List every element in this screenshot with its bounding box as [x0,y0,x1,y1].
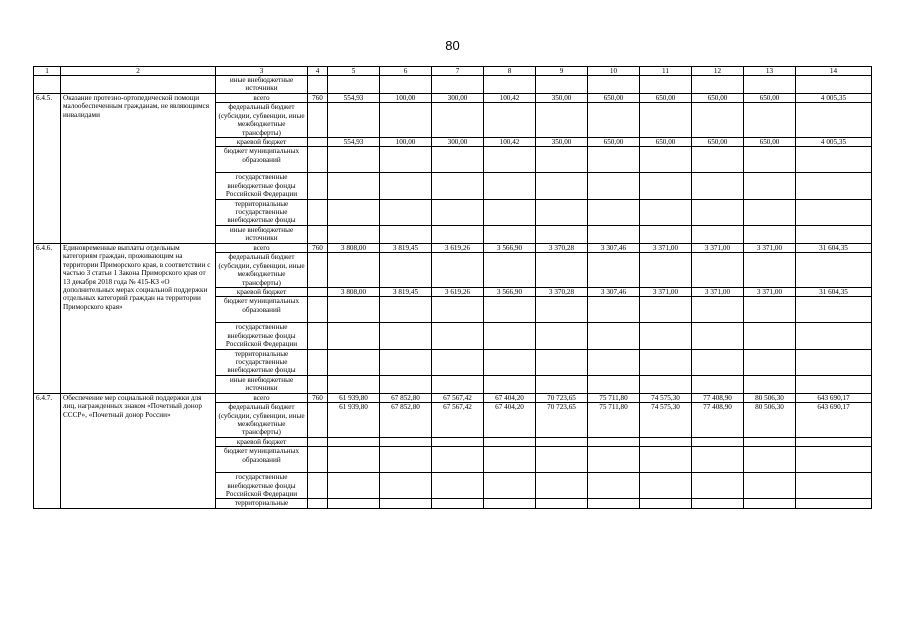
empty-cell [380,499,432,508]
value-cell: 4 005,35 [796,94,872,103]
source-cell: всего [216,393,308,402]
empty-cell [692,375,744,393]
empty-cell [796,225,872,243]
empty-cell [640,76,692,94]
empty-cell [692,297,744,323]
empty-cell [328,199,380,225]
header-row [34,67,872,76]
empty-cell [796,375,872,393]
empty-cell [34,76,61,94]
value-cell: 67 404,20 [484,393,536,402]
empty-cell [796,447,872,473]
empty-cell [640,225,692,243]
value-cell [744,103,796,138]
empty-cell [588,499,640,508]
empty-cell [432,297,484,323]
value-cell [692,103,744,138]
value-cell: 350,00 [536,94,588,103]
empty-cell [328,147,380,173]
empty-cell [380,199,432,225]
value-cell [380,437,432,446]
value-cell: 3 619,26 [432,243,484,252]
empty-cell [692,199,744,225]
empty-cell [744,349,796,375]
source-cell: государственные внебюджетные фонды Российской Федерации [216,473,308,499]
source-cell: федеральный бюджет (субсидии, субвенции, иные межбюджетные трансферты) [216,403,308,438]
empty-cell [308,76,328,94]
empty-cell [484,199,536,225]
empty-cell [744,147,796,173]
value-cell: 300,00 [432,138,484,147]
empty-cell [432,499,484,508]
empty-cell [380,323,432,349]
empty-cell [328,76,380,94]
empty-cell [640,499,692,508]
item-col4: 760 [308,243,328,252]
carry-over-row [34,76,872,94]
source-cell: государственные внебюджетные фонды Российской Федерации [216,173,308,199]
column-header: 5 [328,67,380,76]
value-cell: 650,00 [692,138,744,147]
empty-cell [536,375,588,393]
empty-cell [796,173,872,199]
value-cell: 100,00 [380,138,432,147]
empty-cell [484,499,536,508]
empty-cell [308,253,328,288]
value-cell: 650,00 [692,94,744,103]
empty-cell [536,349,588,375]
empty-cell [536,173,588,199]
source-cell: иные внебюджетные источники [216,76,308,94]
empty-cell [588,447,640,473]
value-cell: 3 307,46 [588,243,640,252]
value-cell [744,437,796,446]
source-cell: федеральный бюджет (субсидии, субвенции, иные межбюджетные трансферты) [216,103,308,138]
empty-cell [796,76,872,94]
empty-cell [744,375,796,393]
empty-cell [744,297,796,323]
empty-cell [640,349,692,375]
value-cell: 67 567,42 [432,393,484,402]
empty-cell [484,473,536,499]
value-cell: 643 690,17 [796,403,872,438]
value-cell: 80 506,30 [744,403,796,438]
empty-cell [588,225,640,243]
empty-cell [328,375,380,393]
column-header: 10 [588,67,640,76]
empty-cell [308,403,328,438]
value-cell: 650,00 [744,94,796,103]
value-cell [380,253,432,288]
empty-cell [536,147,588,173]
empty-cell [432,199,484,225]
empty-cell [588,76,640,94]
column-header: 11 [640,67,692,76]
value-cell [328,437,380,446]
empty-cell [796,199,872,225]
empty-cell [796,147,872,173]
empty-cell [308,147,328,173]
source-cell: краевой бюджет [216,437,308,446]
column-header: 12 [692,67,744,76]
value-cell [796,253,872,288]
empty-cell [380,297,432,323]
value-cell: 67 404,20 [484,403,536,438]
source-cell: государственные внебюджетные фонды Российской Федерации [216,323,308,349]
item-code: 6.4.7. [34,393,61,508]
value-cell [796,437,872,446]
empty-cell [588,173,640,199]
empty-cell [380,349,432,375]
empty-cell [640,173,692,199]
value-cell [484,253,536,288]
empty-cell [692,147,744,173]
value-cell [328,253,380,288]
empty-cell [744,499,796,508]
value-cell: 3 370,28 [536,287,588,296]
empty-cell [308,375,328,393]
empty-cell [308,199,328,225]
empty-cell [328,499,380,508]
value-cell: 31 604,35 [796,243,872,252]
empty-cell [328,225,380,243]
empty-cell [536,323,588,349]
item-col4: 760 [308,393,328,402]
value-cell: 650,00 [640,94,692,103]
empty-cell [308,173,328,199]
column-header: 13 [744,67,796,76]
source-cell: бюджет муниципальных образований [216,447,308,473]
empty-cell [536,225,588,243]
table-row [34,243,872,252]
empty-cell [328,173,380,199]
value-cell: 3 371,00 [692,243,744,252]
value-cell: 3 808,00 [328,243,380,252]
table-row [34,94,872,103]
empty-cell [432,147,484,173]
value-cell: 3 371,00 [692,287,744,296]
value-cell [432,103,484,138]
empty-cell [308,473,328,499]
budget-table [33,66,872,509]
empty-cell [484,173,536,199]
item-code: 6.4.6. [34,243,61,393]
value-cell: 3 371,00 [640,287,692,296]
empty-cell [380,76,432,94]
empty-cell [432,473,484,499]
empty-cell [744,447,796,473]
empty-cell [692,76,744,94]
value-cell: 3 819,45 [380,287,432,296]
value-cell: 74 575,30 [640,403,692,438]
empty-cell [796,297,872,323]
table-row [34,393,872,402]
value-cell: 70 723,65 [536,403,588,438]
source-cell: всего [216,94,308,103]
empty-cell [744,473,796,499]
column-header: 4 [308,67,328,76]
empty-cell [328,473,380,499]
value-cell: 650,00 [640,138,692,147]
empty-cell [61,76,216,94]
empty-cell [380,375,432,393]
empty-cell [640,297,692,323]
empty-cell [484,375,536,393]
empty-cell [308,138,328,147]
empty-cell [308,349,328,375]
value-cell [640,253,692,288]
value-cell [536,437,588,446]
empty-cell [380,447,432,473]
empty-cell [380,173,432,199]
page-number: 80 [445,38,460,53]
value-cell: 100,42 [484,94,536,103]
empty-cell [484,349,536,375]
value-cell: 3 370,28 [536,243,588,252]
empty-cell [484,147,536,173]
column-header: 7 [432,67,484,76]
empty-cell [484,225,536,243]
source-cell: территориальные [216,499,308,508]
empty-cell [432,225,484,243]
empty-cell [744,323,796,349]
column-header: 2 [61,67,216,76]
empty-cell [640,323,692,349]
value-cell: 67 852,80 [380,403,432,438]
value-cell: 74 575,30 [640,393,692,402]
value-cell [484,437,536,446]
value-cell: 650,00 [588,94,640,103]
empty-cell [432,375,484,393]
empty-cell [432,173,484,199]
empty-cell [640,199,692,225]
value-cell: 554,93 [328,138,380,147]
empty-cell [796,473,872,499]
empty-cell [536,447,588,473]
empty-cell [796,349,872,375]
empty-cell [328,323,380,349]
empty-cell [796,499,872,508]
empty-cell [308,287,328,296]
source-cell: территориальные государственные внебюджетные фонды [216,199,308,225]
empty-cell [484,76,536,94]
value-cell: 3 371,00 [744,287,796,296]
value-cell [536,253,588,288]
value-cell: 3 619,26 [432,287,484,296]
value-cell: 67 852,80 [380,393,432,402]
value-cell [588,103,640,138]
value-cell [380,103,432,138]
value-cell: 75 711,80 [588,393,640,402]
empty-cell [744,199,796,225]
empty-cell [640,147,692,173]
empty-cell [692,349,744,375]
empty-cell [744,76,796,94]
empty-cell [380,473,432,499]
empty-cell [328,349,380,375]
empty-cell [796,323,872,349]
value-cell [588,437,640,446]
value-cell: 554,93 [328,94,380,103]
empty-cell [692,447,744,473]
column-header: 1 [34,67,61,76]
empty-cell [308,499,328,508]
value-cell: 3 808,00 [328,287,380,296]
empty-cell [588,297,640,323]
empty-cell [640,375,692,393]
item-name: Единовременные выплаты отдельным категориям граждан, проживающим на территории Приморского края, в соответствии с частью 3 статьи 1 Закона Приморского края от 13 декабря 2018 года № 415-КЗ «О дополнительных мерах социальной поддержки отдельных категорий граждан на территории Приморского края» [61,243,216,393]
empty-cell [536,297,588,323]
column-header: 6 [380,67,432,76]
value-cell: 61 939,80 [328,393,380,402]
column-header: 3 [216,67,308,76]
value-cell: 75 711,80 [588,403,640,438]
value-cell: 100,00 [380,94,432,103]
value-cell: 61 939,80 [328,403,380,438]
value-cell [588,253,640,288]
empty-cell [588,323,640,349]
source-cell: территориальные государственные внебюджетные фонды [216,349,308,375]
value-cell: 77 408,90 [692,393,744,402]
column-header: 14 [796,67,872,76]
value-cell [432,437,484,446]
item-code: 6.4.5. [34,94,61,244]
value-cell: 300,00 [432,94,484,103]
value-cell: 3 371,00 [744,243,796,252]
column-header: 9 [536,67,588,76]
value-cell: 643 690,17 [796,393,872,402]
value-cell: 3 819,45 [380,243,432,252]
empty-cell [692,323,744,349]
empty-cell [308,447,328,473]
source-cell: иные внебюджетные источники [216,225,308,243]
source-cell: федеральный бюджет (субсидии, субвенции, иные межбюджетные трансферты) [216,253,308,288]
source-cell: бюджет муниципальных образований [216,297,308,323]
value-cell: 77 408,90 [692,403,744,438]
value-cell: 3 566,90 [484,243,536,252]
item-col4: 760 [308,94,328,103]
value-cell: 31 604,35 [796,287,872,296]
empty-cell [432,447,484,473]
source-cell: бюджет муниципальных образований [216,147,308,173]
value-cell [692,437,744,446]
empty-cell [692,173,744,199]
empty-cell [536,76,588,94]
empty-cell [536,199,588,225]
empty-cell [484,323,536,349]
empty-cell [432,323,484,349]
value-cell: 3 566,90 [484,287,536,296]
empty-cell [744,225,796,243]
value-cell: 3 371,00 [640,243,692,252]
empty-cell [432,76,484,94]
empty-cell [588,349,640,375]
value-cell [796,103,872,138]
empty-cell [536,473,588,499]
value-cell: 350,00 [536,138,588,147]
empty-cell [484,297,536,323]
value-cell [744,253,796,288]
value-cell: 4 005,35 [796,138,872,147]
empty-cell [536,499,588,508]
empty-cell [380,147,432,173]
value-cell [640,103,692,138]
empty-cell [692,499,744,508]
item-name: Обеспечение мер социальной поддержки для лиц, награжденных знаком «Почетный донор СССР», «Почетный донор России» [61,393,216,508]
value-cell: 650,00 [588,138,640,147]
empty-cell [308,225,328,243]
value-cell: 70 723,65 [536,393,588,402]
empty-cell [588,147,640,173]
value-cell [536,103,588,138]
empty-cell [692,225,744,243]
empty-cell [308,437,328,446]
value-cell [432,253,484,288]
empty-cell [692,473,744,499]
empty-cell [328,447,380,473]
value-cell: 67 567,42 [432,403,484,438]
empty-cell [308,323,328,349]
value-cell: 3 307,46 [588,287,640,296]
column-header: 8 [484,67,536,76]
value-cell [484,103,536,138]
empty-cell [744,173,796,199]
empty-cell [588,375,640,393]
empty-cell [588,473,640,499]
source-cell: иные внебюджетные источники [216,375,308,393]
empty-cell [588,199,640,225]
value-cell: 80 506,30 [744,393,796,402]
value-cell [640,437,692,446]
empty-cell [308,297,328,323]
empty-cell [308,103,328,138]
empty-cell [380,225,432,243]
item-name: Оказание протезно-ортопедической помощи малообеспеченным гражданам, не являющимся инвалидами [61,94,216,244]
empty-cell [484,447,536,473]
value-cell [692,253,744,288]
source-cell: всего [216,243,308,252]
source-cell: краевой бюджет [216,138,308,147]
empty-cell [640,473,692,499]
empty-cell [328,297,380,323]
value-cell [328,103,380,138]
empty-cell [640,447,692,473]
empty-cell [432,349,484,375]
value-cell: 100,42 [484,138,536,147]
value-cell: 650,00 [744,138,796,147]
source-cell: краевой бюджет [216,287,308,296]
